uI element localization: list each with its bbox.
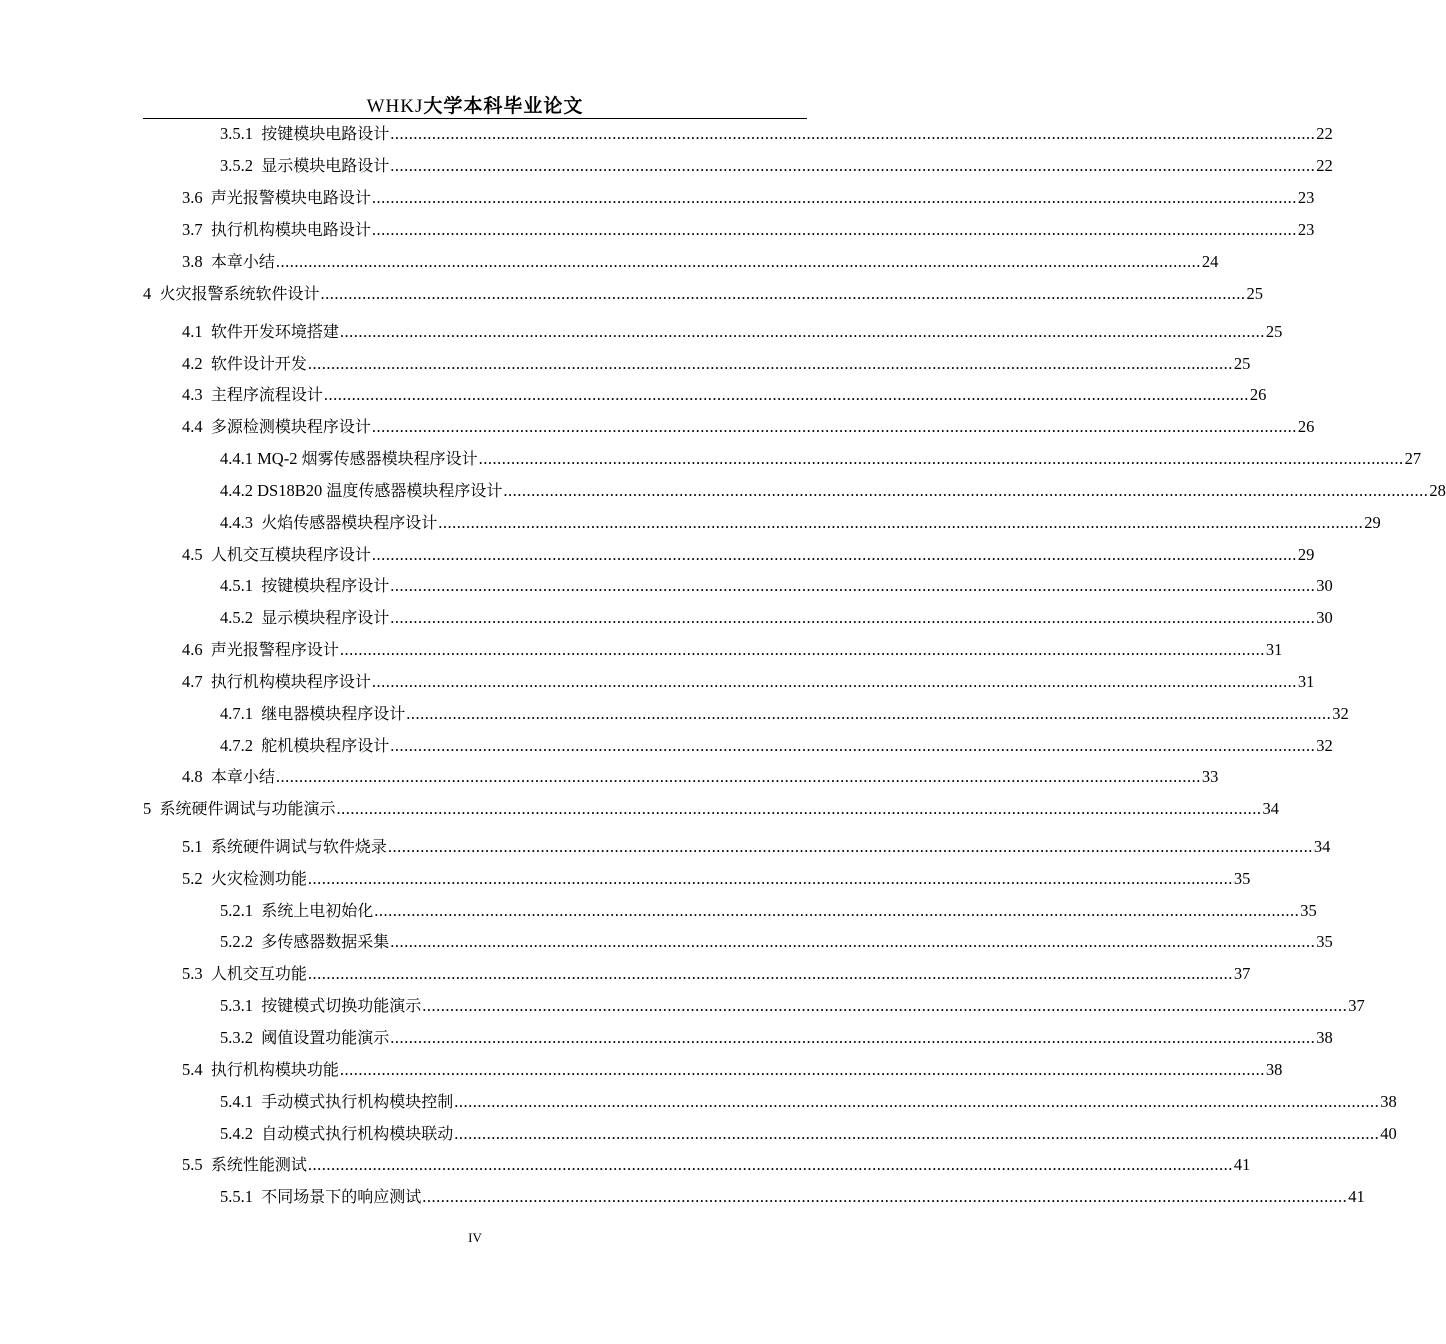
toc-entry[interactable]: [220, 1185, 1365, 1209]
toc-entry-page: 30: [1316, 576, 1333, 595]
toc-entry-title: 自动模式执行机构模块联动: [261, 1124, 454, 1143]
dot-leader: ........................................................................................................................................................................................................: [390, 124, 1316, 143]
dot-leader: ........................................................................................................................................................................................................: [422, 1187, 1348, 1206]
toc-entry-number: 5.5.1: [220, 1187, 262, 1206]
toc-entry-title: 舵机模块程序设计: [261, 736, 390, 755]
toc-entry[interactable]: [182, 218, 1315, 242]
dot-leader: ........................................................................................................................................................................................................: [339, 640, 1265, 659]
dot-leader: ........................................................................................................................................................................................................: [275, 767, 1201, 786]
toc-entry-page: 41: [1233, 1155, 1251, 1174]
toc-entry-page: 34: [1262, 799, 1280, 818]
dot-leader: ........................................................................................................................................................................................................: [371, 188, 1297, 207]
dot-leader: ........................................................................................................................................................................................................: [406, 704, 1332, 723]
toc-entry-number: 5: [143, 799, 160, 818]
toc-entry[interactable]: [182, 320, 1283, 344]
toc-entry-number: 5.4.1: [220, 1092, 262, 1111]
toc-entry-page: 27: [1404, 449, 1422, 468]
toc-entry-number: 4.8: [182, 767, 211, 786]
dot-leader: ........................................................................................................................................................................................................: [374, 901, 1300, 920]
toc-entry-title: 火灾报警系统软件设计: [159, 284, 320, 303]
dot-leader: ........................................................................................................................................................................................................: [390, 576, 1316, 595]
dot-leader: ........................................................................................................................................................................................................: [371, 545, 1297, 564]
toc-entry-page: 26: [1249, 385, 1267, 404]
toc-entry-title: 声光报警模块电路设计: [210, 188, 371, 207]
dot-leader: ........................................................................................................................................................................................................: [390, 156, 1316, 175]
dot-leader: ........................................................................................................................................................................................................: [371, 417, 1297, 436]
toc-entry-page: 35: [1316, 932, 1333, 951]
toc-entry-number: 4.5: [182, 545, 211, 564]
dot-leader: ........................................................................................................................................................................................................: [438, 513, 1364, 532]
toc-entry-title: 人机交互模块程序设计: [210, 545, 371, 564]
toc-entry[interactable]: [220, 702, 1349, 726]
dot-leader: ........................................................................................................................................................................................................: [422, 996, 1348, 1015]
dot-leader: ........................................................................................................................................................................................................: [390, 736, 1316, 755]
toc-entry[interactable]: [220, 930, 1333, 954]
toc-entry[interactable]: [220, 574, 1333, 598]
toc-entry-title: 显示模块电路设计: [261, 156, 390, 175]
toc-entry-title: 继电器模块程序设计: [261, 704, 406, 723]
toc-entry-number: 4: [143, 284, 160, 303]
toc-entry[interactable]: [182, 765, 1219, 789]
toc-entry[interactable]: [182, 543, 1315, 567]
toc-entry[interactable]: [220, 511, 1381, 535]
toc-entry[interactable]: [220, 154, 1333, 178]
dot-leader: ........................................................................................................................................................................................................: [307, 869, 1233, 888]
toc-entry-title: 执行机构模块程序设计: [210, 672, 371, 691]
toc-entry-title: 火灾检测功能: [210, 869, 307, 888]
toc-entry-number: 4.4.1 MQ-2: [220, 449, 302, 468]
toc-entry[interactable]: [182, 962, 1251, 986]
toc-entry-title: 按键模式切换功能演示: [261, 996, 422, 1015]
toc-entry-number: 5.2: [182, 869, 211, 888]
toc-entry-page: 37: [1233, 964, 1251, 983]
dot-leader: ........................................................................................................................................................................................................: [390, 932, 1316, 951]
dot-leader: ........................................................................................................................................................................................................: [503, 481, 1429, 500]
toc-entry-title: 系统硬件调试与功能演示: [159, 799, 336, 818]
dot-leader: ........................................................................................................................................................................................................: [371, 672, 1297, 691]
toc-entry-page: 28: [1429, 481, 1446, 500]
toc-entry-number: 4.7.2: [220, 736, 262, 755]
toc-entry-number: 4.4: [182, 417, 211, 436]
toc-entry-page: 31: [1265, 640, 1283, 659]
toc-entry-number: 4.5.2: [220, 608, 262, 627]
toc-entry[interactable]: [220, 606, 1333, 630]
toc-entry-number: 4.2: [182, 354, 211, 373]
dot-leader: ........................................................................................................................................................................................................: [454, 1124, 1380, 1143]
toc-entry-page: 40: [1380, 1124, 1397, 1143]
toc-entry-title: 本章小结: [210, 767, 275, 786]
toc-entry-number: 4.7: [182, 672, 211, 691]
toc-entry[interactable]: [220, 1090, 1397, 1114]
toc-entry-title: 主程序流程设计: [210, 385, 323, 404]
toc-entry-number: 3.6: [182, 188, 211, 207]
dot-leader: ........................................................................................................................................................................................................: [387, 837, 1313, 856]
page-number: IV: [468, 1230, 482, 1245]
toc-entry-number: 4.1: [182, 322, 211, 341]
toc-entry[interactable]: [220, 899, 1317, 923]
toc-entry-title: 按键模块程序设计: [261, 576, 390, 595]
toc-entry-title: 声光报警程序设计: [210, 640, 339, 659]
toc-entry-page: 25: [1233, 354, 1251, 373]
toc-entry-page: 23: [1297, 188, 1315, 207]
toc-entry-number: 4.6: [182, 640, 211, 659]
toc-entry-page: 35: [1233, 869, 1251, 888]
toc-entry[interactable]: [182, 383, 1267, 407]
toc-entry[interactable]: [220, 1026, 1333, 1050]
toc-entry-title: 系统硬件调试与软件烧录: [210, 837, 387, 856]
toc-entry-title: 多源检测模块程序设计: [210, 417, 371, 436]
dot-leader: ........................................................................................................................................................................................................: [339, 1060, 1265, 1079]
toc-entry-title: 系统上电初始化: [261, 901, 374, 920]
dot-leader: ........................................................................................................................................................................................................: [390, 1028, 1316, 1047]
dot-leader: ........................................................................................................................................................................................................: [478, 449, 1404, 468]
dot-leader: ........................................................................................................................................................................................................: [323, 385, 1249, 404]
dot-leader: ........................................................................................................................................................................................................: [371, 220, 1297, 239]
toc-entry[interactable]: [220, 1122, 1397, 1146]
toc-entry-number: 4.4.3: [220, 513, 262, 532]
toc-entry-number: 5.4: [182, 1060, 211, 1079]
toc-entry-number: 5.3.1: [220, 996, 262, 1015]
toc-entry-number: 4.4.2 DS18B20: [220, 481, 327, 500]
toc-entry-number: 3.5.1: [220, 124, 262, 143]
toc-entry[interactable]: [182, 250, 1219, 274]
toc-entry-title: 烟雾传感器模块程序设计: [301, 449, 478, 468]
dot-leader: ........................................................................................................................................................................................................: [390, 608, 1316, 627]
dot-leader: ........................................................................................................................................................................................................: [454, 1092, 1380, 1111]
toc-entry-title: 多传感器数据采集: [261, 932, 390, 951]
toc-entry-title: 软件开发环境搭建: [210, 322, 339, 341]
toc-entry[interactable]: [182, 415, 1315, 439]
toc-entry-page: 22: [1316, 124, 1333, 143]
toc-entry-page: 23: [1297, 220, 1315, 239]
toc-entry-page: 34: [1313, 837, 1331, 856]
header-latin: WHKJ: [366, 96, 424, 117]
toc-entry-page: 38: [1265, 1060, 1283, 1079]
toc-entry[interactable]: [182, 867, 1251, 891]
toc-entry-title: 系统性能测试: [210, 1155, 307, 1174]
toc-entry-title: 不同场景下的响应测试: [261, 1187, 422, 1206]
toc-entry-number: 4.5.1: [220, 576, 262, 595]
toc-entry-page: 25: [1265, 322, 1283, 341]
toc-entry-number: 3.5.2: [220, 156, 262, 175]
toc-entry-number: 5.2.2: [220, 932, 262, 951]
toc-entry-page: 32: [1332, 704, 1349, 723]
toc-entry[interactable]: [143, 282, 1264, 306]
toc-entry-number: 5.5: [182, 1155, 211, 1174]
page-header: [143, 93, 807, 119]
toc-entry-page: 35: [1300, 901, 1317, 920]
toc-entry-title: 手动模式执行机构模块控制: [261, 1092, 454, 1111]
toc-entry-page: 31: [1297, 672, 1315, 691]
toc-entry-title: 执行机构模块电路设计: [210, 220, 371, 239]
toc-entry-number: 5.3.2: [220, 1028, 262, 1047]
toc-entry[interactable]: [220, 447, 1422, 471]
dot-leader: ........................................................................................................................................................................................................: [307, 1155, 1233, 1174]
toc-entry-page: 25: [1246, 284, 1264, 303]
dot-leader: ........................................................................................................................................................................................................: [307, 964, 1233, 983]
header-title: 大学本科毕业论文: [423, 95, 584, 117]
toc-entry-page: 24: [1201, 252, 1219, 271]
toc-entry-number: 5.4.2: [220, 1124, 262, 1143]
toc-entry[interactable]: [220, 479, 1446, 503]
dot-leader: ........................................................................................................................................................................................................: [339, 322, 1265, 341]
toc-entry[interactable]: [220, 994, 1365, 1018]
toc-entry-page: 26: [1297, 417, 1315, 436]
toc-entry-title: 温度传感器模块程序设计: [326, 481, 503, 500]
toc-entry-page: 37: [1348, 996, 1365, 1015]
toc-entry-page: 41: [1348, 1187, 1365, 1206]
toc-entry-page: 29: [1297, 545, 1315, 564]
toc-entry-page: 30: [1316, 608, 1333, 627]
toc-entry[interactable]: [220, 734, 1333, 758]
toc-entry-number: 5.2.1: [220, 901, 262, 920]
toc-entry-number: 4.3: [182, 385, 211, 404]
toc-entry-title: 按键模块电路设计: [261, 124, 390, 143]
toc-entry-title: 软件设计开发: [210, 354, 307, 373]
dot-leader: ........................................................................................................................................................................................................: [320, 284, 1246, 303]
dot-leader: ........................................................................................................................................................................................................: [275, 252, 1201, 271]
toc-entry-title: 人机交互功能: [210, 964, 307, 983]
dot-leader: ........................................................................................................................................................................................................: [307, 354, 1233, 373]
toc-entry[interactable]: [182, 1153, 1251, 1177]
toc-entry[interactable]: [182, 670, 1315, 694]
toc-entry[interactable]: [182, 638, 1283, 662]
toc-entry-number: 5.3: [182, 964, 211, 983]
toc-entry-title: 显示模块程序设计: [261, 608, 390, 627]
toc-entry[interactable]: [182, 186, 1315, 210]
toc-entry-title: 执行机构模块功能: [210, 1060, 339, 1079]
toc-entry[interactable]: [182, 1058, 1283, 1082]
toc-entry[interactable]: [143, 797, 1280, 821]
toc-entry-page: 38: [1380, 1092, 1397, 1111]
toc-entry-title: 本章小结: [210, 252, 275, 271]
toc-entry-page: 29: [1364, 513, 1381, 532]
toc-entry-number: 3.8: [182, 252, 211, 271]
toc-entry-number: 5.1: [182, 837, 211, 856]
toc-entry-number: 4.7.1: [220, 704, 262, 723]
dot-leader: ........................................................................................................................................................................................................: [336, 799, 1262, 818]
toc-entry-page: 22: [1316, 156, 1333, 175]
toc-entry-page: 32: [1316, 736, 1333, 755]
toc-entry[interactable]: [182, 352, 1251, 376]
toc-entry-title: 火焰传感器模块程序设计: [261, 513, 438, 532]
toc-entry-title: 阈值设置功能演示: [261, 1028, 390, 1047]
toc-entry[interactable]: [220, 122, 1333, 146]
toc-entry[interactable]: [182, 835, 1331, 859]
toc-entry-page: 33: [1201, 767, 1219, 786]
toc-entry-page: 38: [1316, 1028, 1333, 1047]
toc-entry-number: 3.7: [182, 220, 211, 239]
